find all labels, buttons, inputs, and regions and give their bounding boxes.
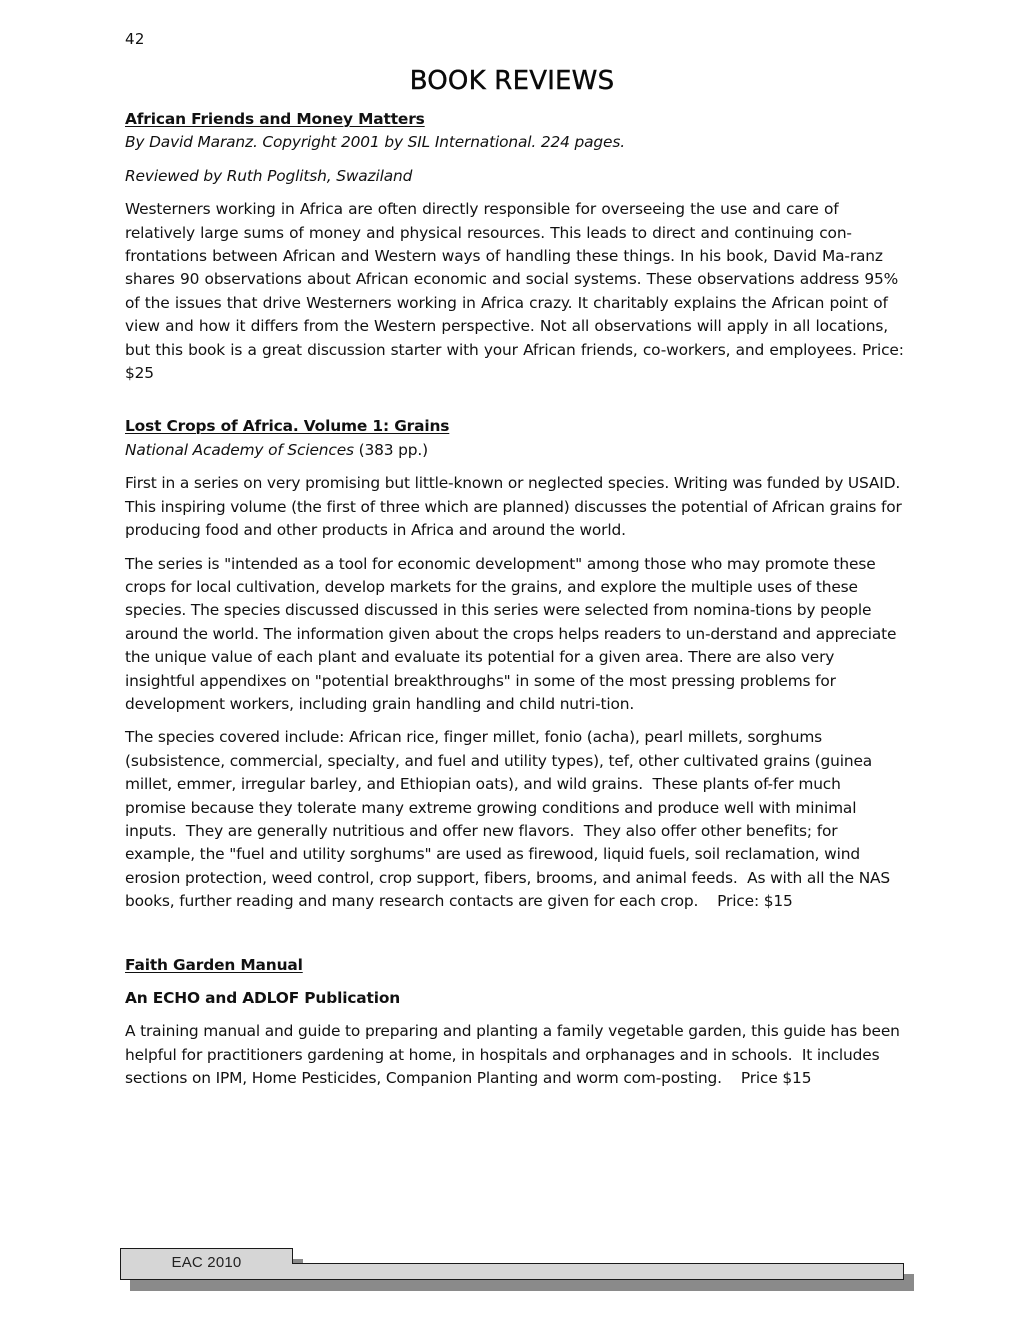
page-title-text: BOOK REVIEWS xyxy=(409,66,615,96)
book-title: Faith Garden Manual xyxy=(125,955,303,974)
book-byline: By David Maranz. Copyright 2001 by SIL International. 224 pages. xyxy=(125,133,625,152)
book-title: African Friends and Money Matters xyxy=(125,110,425,128)
review-paragraph: A training manual and guide to preparing and planting a family vegetable garden, this guide has been helpful for practitioners gardening at home, in hospitals and orphanages and in schools. It includes sections on IPM, Home Pesticides, Companion Planting and worm com-posting. Price $15 xyxy=(125,1022,905,1088)
book-subtitle: An ECHO and ADLOF Publication xyxy=(125,989,401,1007)
review-lost-crops xyxy=(125,415,905,913)
review-paragraph: Westerners working in Africa are often directly responsible for overseeing the use and care of relatively large sums of money and physical resources. This leads to direct and continuing con-frontations between African and Western ways of handling these things. In his book, David Ma-ranz shares 90 observations about African economic and social systems. These observations address 95% of the issues that drive Westerners working in Africa crazy. It charitably explains the African point of view and how it differs from the Western perspective. Not all observations will apply in all locations, but this book is a great discussion starter with your African friends, co-workers, and employees. Price: $25 xyxy=(125,200,904,383)
book-pages: (383 pp.) xyxy=(358,440,428,459)
review-paragraph: The series is "intended as a tool for economic development" among those who may promote these crops for local cultivation, develop markets for the grains, and explore the multiple uses of these species. The species discussed discussed in this series were selected from nomina-tions by people around the world. The information given about the crops helps readers to un-derstand and appreciate the unique value of each plant and evaluate its potential for a given area. There are also very insightful appendixes on "potential breakthroughs" in some of the most pressing problems for development workers, including grain handling and child nutri-tion. xyxy=(125,554,897,713)
review-paragraph: First in a series on very promising but little-known or neglected species. Writing was funded by USAID. This inspiring volume (the first of three which are planned) discusses the potential of African grains for producing food and other products in Africa and around the world. xyxy=(125,474,902,540)
page-number: 42 xyxy=(125,30,145,48)
book-title: Lost Crops of Africa. Volume 1: Grains xyxy=(125,417,450,436)
review-african-friends xyxy=(125,108,905,385)
book-publisher-line xyxy=(125,439,905,462)
page-title xyxy=(0,64,1024,98)
review-paragraph: The species covered include: African rice, finger millet, fonio (acha), pearl millets, sorghums (subsistence, commercial, specialty, and fuel and utility types), tef, other cultivated grains (guinea millet, emmer, irregular barley, and Ethiopian oats), and wild grains. These plants of-fer much promise because they tolerate many extreme growing conditions and produce well with minimal inputs. They are generally nutritious and offer new flavors. They also offer other benefits; for example, the "fuel and utility sorghums" are used as firewood, liquid fuels, soil reclamation, wind erosion protection, weed control, crop support, fibers, brooms, and animal feeds. As with all the NAS books, further reading and many research contacts are given for each crop. Price: $15 xyxy=(125,728,895,911)
reviews-content xyxy=(125,108,905,1091)
footer-label: EAC 2010 xyxy=(171,1254,242,1271)
review-faith-garden xyxy=(125,954,905,1091)
reviewer-credit: Reviewed by Ruth Poglitsh, Swaziland xyxy=(125,166,413,185)
footer-bar xyxy=(291,1263,904,1280)
book-publisher: National Academy of Sciences xyxy=(125,440,354,459)
